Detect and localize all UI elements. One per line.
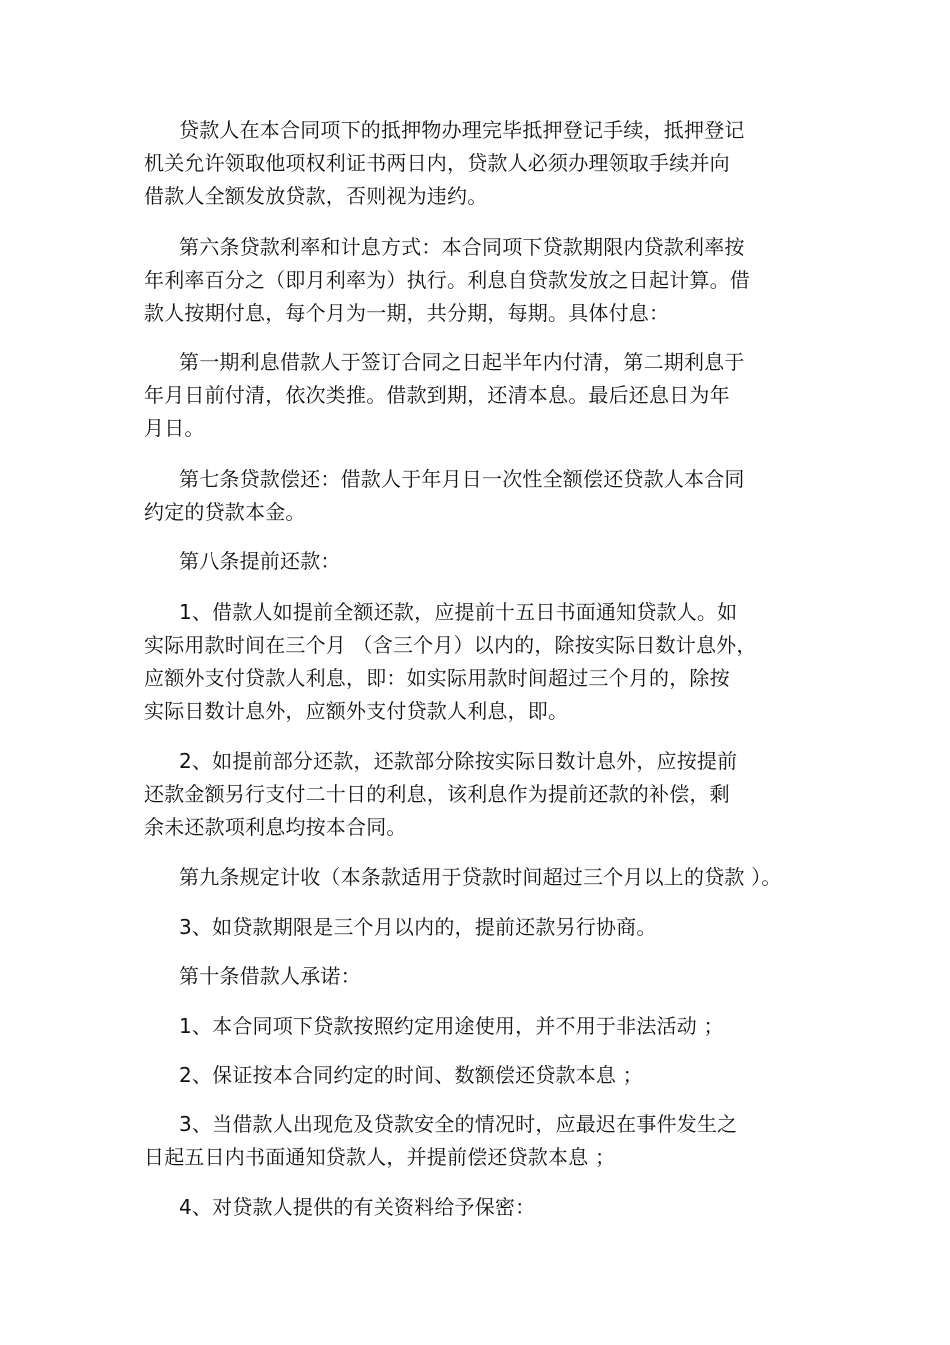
- paragraph-article-10: [144, 960, 794, 993]
- paragraph-promise-3: [144, 1108, 794, 1174]
- text-line: 第九条规定计收（本条款适用于贷款时间超过三个月以上的贷款 ）。: [179, 865, 782, 889]
- text-line: 余未还款项利息均按本合同。: [144, 815, 407, 839]
- paragraph-mortgage-release: [144, 114, 794, 213]
- text-line: 年月日前付清，依次类推。借款到期，还清本息。最后还息日为年: [144, 383, 730, 407]
- text-line: 贷款人在本合同项下的抵押物办理完毕抵押登记手续，抵押登记: [179, 118, 745, 142]
- text-line: 1、借款人如提前全额还款，应提前十五日书面通知贷款人。如: [179, 600, 738, 624]
- text-line: 2、保证按本合同约定的时间、数额偿还贷款本息 ；: [179, 1063, 643, 1087]
- text-line: 第七条贷款偿还：借款人于年月日一次性全额偿还贷款人本合同: [179, 467, 745, 491]
- paragraph-promise-1: [144, 1010, 794, 1043]
- paragraph-promise-2: [144, 1059, 794, 1092]
- text-line: 款人按期付息，每个月为一期，共分期，每期。具体付息：: [144, 301, 670, 325]
- text-line: 实际日数计息外，应额外支付贷款人利息，即。: [144, 699, 569, 723]
- text-line: 1、本合同项下贷款按照约定用途使用，并不用于非法活动 ；: [179, 1014, 724, 1038]
- paragraph-article-6: [144, 231, 794, 330]
- paragraph-clause-8-2: [144, 745, 794, 844]
- text-line: 3、如贷款期限是三个月以内的，提前还款另行协商。: [179, 915, 657, 939]
- text-line: 实际用款时间在三个月 （含三个月）以内的，除按实际日数计息外，: [144, 633, 757, 657]
- text-line: 应额外支付贷款人利息，即：如实际用款时间超过三个月的，除按: [144, 666, 730, 690]
- text-line: 4、对贷款人提供的有关资料给予保密：: [179, 1195, 536, 1219]
- text-line: 月日。: [144, 416, 205, 440]
- text-line: 年利率百分之（即月利率为）执行。利息自贷款发放之日起计算。借: [144, 268, 750, 292]
- text-line: 第八条提前还款：: [179, 549, 341, 573]
- paragraph-article-9: [144, 861, 794, 894]
- paragraph-article-7: [144, 463, 794, 529]
- paragraph-promise-4: [144, 1191, 794, 1224]
- text-line: 日起五日内书面通知贷款人，并提前偿还贷款本息 ；: [144, 1145, 616, 1169]
- text-line: 约定的贷款本金。: [144, 500, 306, 524]
- text-line: 第一期利息借款人于签订合同之日起半年内付清，第二期利息于: [179, 350, 745, 374]
- paragraph-clause-3: [144, 911, 794, 944]
- text-line: 3、当借款人出现危及贷款安全的情况时，应最迟在事件发生之: [179, 1112, 738, 1136]
- text-line: 第六条贷款利率和计息方式：本合同项下贷款期限内贷款利率按: [179, 235, 745, 259]
- text-line: 2、如提前部分还款，还款部分除按实际日数计息外，应按提前: [179, 749, 738, 773]
- paragraph-clause-8-1: [144, 596, 794, 728]
- text-line: 第十条借款人承诺：: [179, 964, 361, 988]
- text-line: 机关允许领取他项权利证书两日内，贷款人必须办理领取手续并向: [144, 151, 730, 175]
- text-line: 借款人全额发放贷款，否则视为违约。: [144, 184, 488, 208]
- paragraph-interest-schedule: [144, 346, 794, 445]
- text-line: 还款金额另行支付二十日的利息，该利息作为提前还款的补偿，剩: [144, 782, 730, 806]
- paragraph-article-8: [144, 545, 794, 578]
